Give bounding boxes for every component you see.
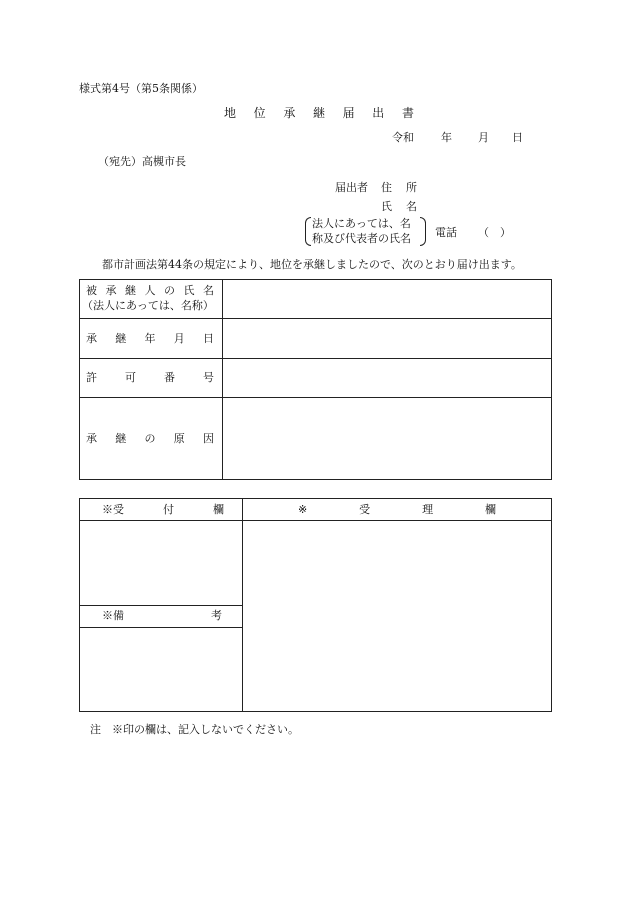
title-char: 承 bbox=[283, 106, 296, 120]
label-successee-sub: （法人にあっては、名称） bbox=[82, 299, 214, 312]
date-era: 令和 bbox=[392, 131, 414, 144]
corp-note-line1: 法人にあっては、名 bbox=[312, 217, 411, 230]
succession-date-field[interactable] bbox=[223, 319, 551, 358]
applicant-prefix: 届出者 bbox=[335, 181, 368, 194]
label-permit-number: 許 可 番 号 bbox=[86, 371, 214, 384]
remarks-field[interactable] bbox=[80, 628, 242, 711]
form-title bbox=[224, 106, 414, 120]
office-use-table bbox=[79, 498, 552, 712]
title-char: 届 bbox=[342, 106, 355, 120]
succession-reason-field[interactable] bbox=[223, 398, 551, 479]
date-line bbox=[392, 131, 522, 145]
reception-field[interactable] bbox=[80, 521, 242, 605]
acceptance-field[interactable] bbox=[243, 521, 551, 711]
reception-header: ※受 付 欄 bbox=[102, 503, 224, 516]
phone-label: 電話 bbox=[435, 226, 457, 239]
label-succession-reason: 承 継 の 原 因 bbox=[86, 432, 214, 445]
title-char: 出 bbox=[372, 106, 385, 120]
successee-name-field[interactable] bbox=[223, 280, 551, 318]
address-label: 住 所 bbox=[381, 181, 417, 194]
title-char: 位 bbox=[253, 106, 266, 120]
left-bracket bbox=[305, 217, 311, 246]
date-month: 月 bbox=[478, 131, 489, 144]
statement: 都市計画法第44条の規定により、地位を承継しましたので、次のとおり届け出ます。 bbox=[102, 258, 522, 271]
right-bracket bbox=[420, 217, 426, 246]
addressee: （宛先）高槻市長 bbox=[98, 155, 186, 168]
remarks-header: ※備 考 bbox=[102, 609, 222, 622]
name-label: 氏 名 bbox=[381, 200, 417, 213]
title-char: 書 bbox=[401, 106, 414, 120]
permit-number-field[interactable] bbox=[223, 359, 551, 397]
phone-parens: （ ） bbox=[478, 226, 511, 239]
corp-note-line2: 称及び代表者の氏名 bbox=[312, 232, 411, 245]
title-char: 継 bbox=[312, 106, 325, 120]
remarks-top-divider bbox=[80, 605, 242, 606]
label-successee-name: 被 承 継 人 の 氏 名 bbox=[86, 284, 214, 297]
footnote: 注 ※印の欄は、記入しないでください。 bbox=[90, 723, 299, 736]
label-succession-date: 承 継 年 月 日 bbox=[86, 332, 214, 345]
main-table bbox=[79, 279, 552, 480]
acceptance-header: ※ 受 理 欄 bbox=[298, 503, 496, 516]
title-char: 地 bbox=[224, 106, 237, 120]
form-number: 様式第4号（第5条関係） bbox=[79, 82, 203, 95]
date-year: 年 bbox=[441, 131, 452, 144]
date-day: 日 bbox=[512, 131, 523, 144]
